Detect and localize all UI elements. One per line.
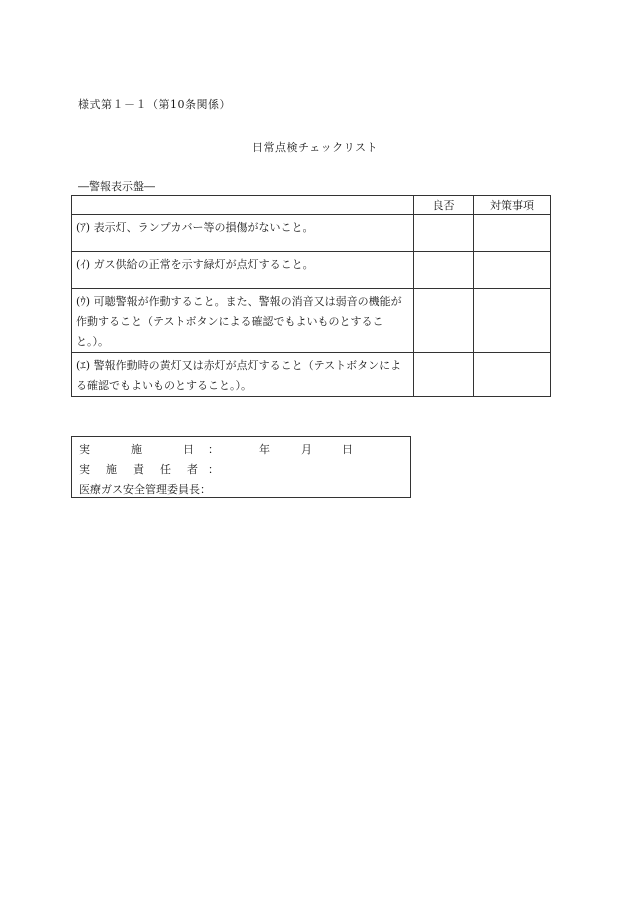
table-row <box>72 215 551 252</box>
action-cell[interactable] <box>474 353 551 397</box>
responsible-label-char: 実 <box>79 463 90 476</box>
responsible-label-char: 責 <box>133 463 144 476</box>
table-row <box>72 289 551 353</box>
column-header-item <box>72 196 414 215</box>
column-header-action: 対策事項 <box>474 196 551 215</box>
column-header-result: 良否 <box>414 196 474 215</box>
check-item: (ｱ) 表示灯、ランプカバー等の損傷がないこと。 <box>72 215 414 252</box>
responsible-label-char: ： <box>208 463 219 476</box>
check-item: (ｴ) 警報作動時の黄灯又は赤灯が点灯すること（テストボタンによる確認でもよいものとすること。）。 <box>72 353 414 397</box>
table-row <box>72 252 551 289</box>
action-cell[interactable] <box>474 215 551 252</box>
table-row <box>72 353 551 397</box>
date-label-char: 日 <box>183 443 194 456</box>
result-cell[interactable] <box>414 289 474 353</box>
table-header-row <box>72 196 551 215</box>
committee-chair-label: 医療ガス安全管理委員長： <box>79 483 211 496</box>
result-cell[interactable] <box>414 215 474 252</box>
result-cell[interactable] <box>414 252 474 289</box>
month-unit: 月 <box>301 443 312 456</box>
responsible-label-char: 施 <box>106 463 117 476</box>
action-cell[interactable] <box>474 289 551 353</box>
action-cell[interactable] <box>474 252 551 289</box>
check-item: (ｳ) 可聴警報が作動すること。また、警報の消音又は弱音の機能が作動すること（テストボタンによる確認でもよいものとすること。）。 <box>72 289 414 353</box>
date-label-char: ： <box>208 443 219 456</box>
date-label-char: 施 <box>131 443 142 456</box>
signature-box <box>71 436 411 498</box>
check-item: (ｲ) ガス供給の正常を示す緑灯が点灯すること。 <box>72 252 414 289</box>
form-number: 様式第１－１（第10条関係） <box>78 98 231 111</box>
section-title: ―警報表示盤― <box>78 180 155 193</box>
checklist-table <box>71 195 551 397</box>
year-unit: 年 <box>259 443 270 456</box>
day-unit: 日 <box>342 443 353 456</box>
responsible-label-char: 任 <box>160 463 171 476</box>
result-cell[interactable] <box>414 353 474 397</box>
responsible-label-char: 者 <box>187 463 198 476</box>
date-label-char: 実 <box>79 443 90 456</box>
page-title: 日常点検チェックリスト <box>252 141 378 154</box>
